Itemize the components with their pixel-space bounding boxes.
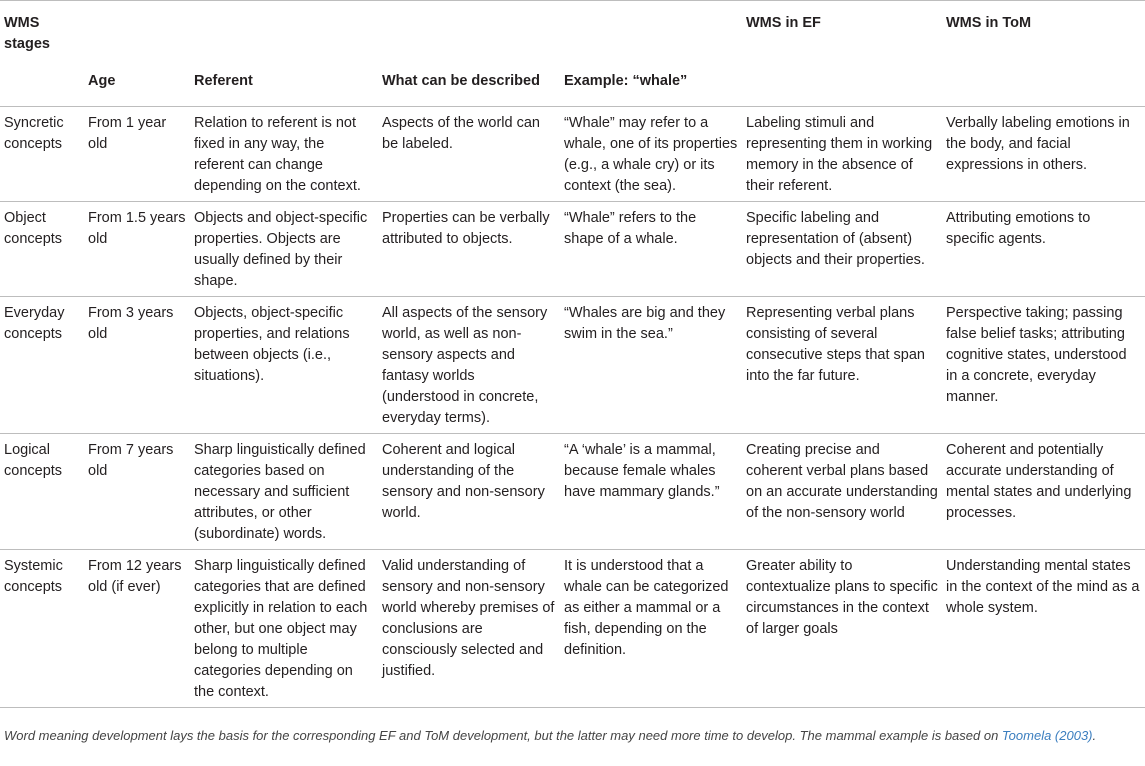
- header-age: Age: [88, 73, 116, 89]
- ef-cell: Representing verbal plans consisting of several consecutive steps that span into the far future.: [746, 305, 925, 384]
- footnote-end: .: [1092, 728, 1097, 743]
- stage-cell: Syncretic concepts: [4, 115, 64, 152]
- table-row: [0, 434, 1145, 550]
- table-row: [0, 297, 1145, 434]
- header-wms-in-tom: WMS in ToM: [942, 1, 1145, 58]
- tom-cell: Coherent and potentially accurate understanding of mental states and underlying processes.: [946, 442, 1132, 521]
- described-cell: Valid understanding of sensory and non-sensory world whereby premises of conclusions are consciously selected and justified.: [382, 558, 555, 679]
- tom-cell: Attributing emotions to specific agents.: [946, 210, 1091, 247]
- stage-cell: Object concepts: [4, 210, 63, 247]
- example-cell: It is understood that a whale can be categorized as either a mammal or a fish, depending on the definition.: [564, 558, 729, 658]
- age-cell: From 1 year old: [88, 115, 167, 152]
- referent-cell: Objects, object-specific properties, and relations between objects (i.e., situations).: [194, 305, 350, 384]
- referent-cell: Sharp linguistically defined categories based on necessary and sufficient attributes, or other (subordinate) words.: [194, 442, 366, 542]
- tom-cell: Understanding mental states in the context of the mind as a whole system.: [946, 558, 1140, 616]
- described-cell: Properties can be verbally attributed to objects.: [382, 210, 550, 247]
- described-cell: Coherent and logical understanding of the sensory and non-sensory world.: [382, 442, 545, 521]
- described-cell: Aspects of the world can be labeled.: [382, 115, 540, 152]
- referent-cell: Sharp linguistically defined categories that are defined explicitly in relation to each other, but one object may belong to multiple categories depending on the context.: [194, 558, 368, 700]
- header-what-can-be-described: What can be described: [382, 73, 540, 89]
- table-row: [0, 107, 1145, 202]
- footnote-text: Word meaning development lays the basis for the corresponding EF and ToM development, but the latter may need more time to develop. The mammal example is based on: [4, 728, 1002, 743]
- described-cell: All aspects of the sensory world, as well as non-sensory aspects and fantasy worlds (understood in concrete, everyday terms).: [382, 305, 548, 426]
- header-wms-stages: WMS stages: [0, 1, 84, 58]
- ef-cell: Labeling stimuli and representing them in working memory in the absence of their referent.: [746, 115, 933, 194]
- table-row: [0, 202, 1145, 297]
- header-wms-in-ef: WMS in EF: [742, 1, 942, 58]
- stage-cell: Everyday concepts: [4, 305, 65, 342]
- example-cell: “A ‘whale’ is a mammal, because female whales have mammary glands.”: [564, 442, 720, 500]
- age-cell: From 3 years old: [88, 305, 174, 342]
- ef-cell: Specific labeling and representation of (absent) objects and their properties.: [746, 210, 925, 268]
- table-row: [0, 550, 1145, 708]
- age-cell: From 12 years old (if ever): [88, 558, 182, 595]
- example-cell: “Whale” may refer to a whale, one of its properties (e.g., a whale cry) or its context (the sea).: [564, 115, 738, 194]
- example-cell: “Whale” refers to the shape of a whale.: [564, 210, 697, 247]
- stage-cell: Systemic concepts: [4, 558, 63, 595]
- citation-link[interactable]: Toomela (2003): [1001, 728, 1093, 743]
- header-example: Example: “whale”: [564, 73, 688, 89]
- age-cell: From 7 years old: [88, 442, 174, 479]
- ef-cell: Creating precise and coherent verbal plans based on an accurate understanding of the non-sensory world: [746, 442, 938, 521]
- referent-cell: Relation to referent is not fixed in any way, the referent can change depending on the context.: [194, 115, 361, 194]
- example-cell: “Whales are big and they swim in the sea.”: [564, 305, 726, 342]
- tom-cell: Verbally labeling emotions in the body, and facial expressions in others.: [946, 115, 1130, 173]
- tom-cell: Perspective taking; passing false belief tasks; attributing cognitive states, understood in a concrete, everyday manner.: [946, 305, 1127, 405]
- header-referent: Referent: [194, 73, 253, 89]
- table-footnote: [4, 726, 1139, 745]
- age-cell: From 1.5 years old: [88, 210, 186, 247]
- ef-cell: Greater ability to contextualize plans to specific circumstances in the context of larger goals: [746, 558, 938, 637]
- referent-cell: Objects and object-specific properties. Objects are usually defined by their shape.: [194, 210, 368, 289]
- stage-cell: Logical concepts: [4, 442, 63, 479]
